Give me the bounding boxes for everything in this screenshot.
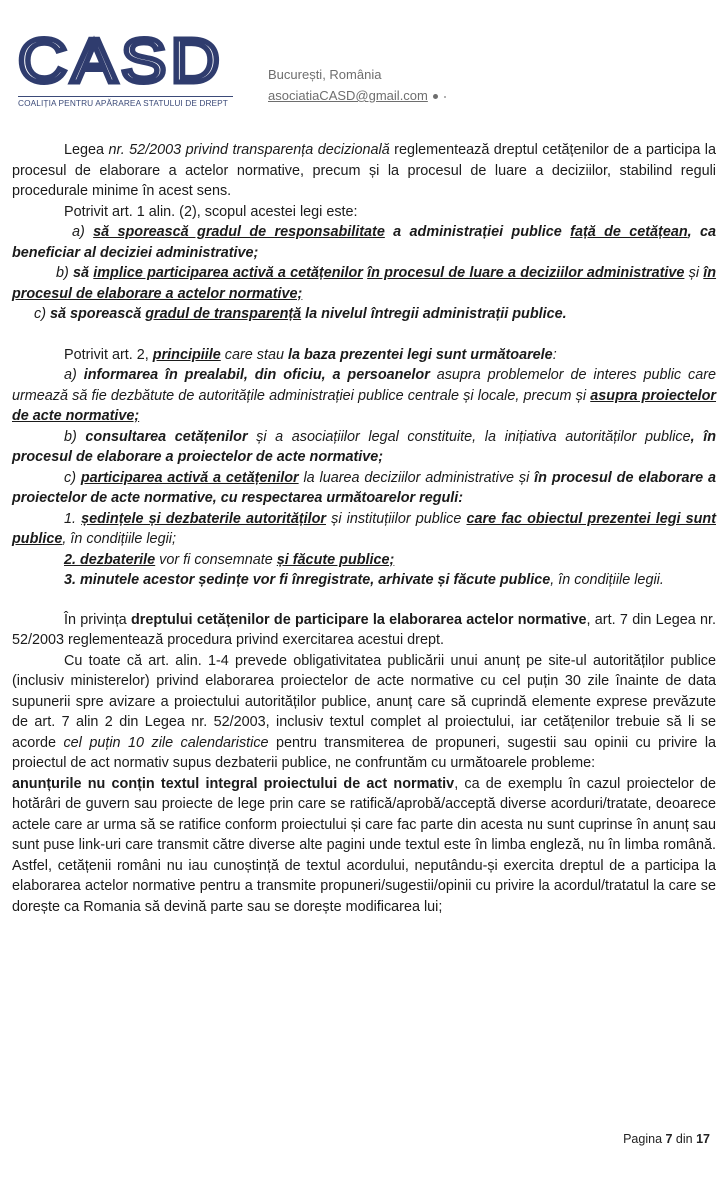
paragraph-art2-c: c) participarea activă a cetățenilor la luarea deciziilor administrative și în procesul de elaborare a proiectelor de acte normative, cu respectarea următoarelor reguli: xyxy=(12,469,716,506)
paragraph-art2: Potrivit art. 2, principiile care stau la baza prezentei legi sunt următoarele: xyxy=(64,346,557,363)
svg-text:CASD: CASD xyxy=(18,30,224,92)
paragraph-art1-b: b) să implice participarea activă a cetățenilor în procesul de luare a deciziilor administrative și în procesul de elaborare a actelor normative; xyxy=(12,265,717,302)
paragraph-intro: Legea nr. 52/2003 privind transparența decizională reglementează dreptul cetățenilor de a participa la procesul de elaborare a actelor normative, precum și la procesul de luare a deciziilor, stabilind reguli procedurale minime în acest sens. xyxy=(12,142,717,199)
paragraph-art1-c: c) să sporească gradul de transparență la nivelul întregii administrații publice. xyxy=(34,306,567,322)
paragraph-rule-1: 1. ședințele și dezbaterile autorităților și instituțiilor publice care fac obiectul prezentei legi sunt publice, în condițiile legii; xyxy=(12,510,716,547)
letterhead xyxy=(0,0,720,120)
casd-logo-mark xyxy=(16,30,231,92)
document-body xyxy=(12,140,716,917)
list-item: anunțurile nu conțin textul integral proiectului de act normativ, ca de exemplu în cazul proiectelor de hotărâri de guvern sau proiecte de lege prin care se ratifică/aprobă/acceptă diverse acorduri/tratate, deoarece actele care ar urma să se ratifice conform proiectului și care fac parte din acesta nu sunt cuprinse în anunț sau sunt puse link-uri care transmit către diverse alte pagini unde textul este în limba engleză, nu în limba română. Astfel, cetățenii români nu iau cunoștință de textul acordului, neputându-și exercita dreptul de a participa la elaborarea actelor normative pentru a transmite propuneri/sugestii/opinii cu privire la acordul/tratatul la care se dorește ca Romania să devină parte sau se dorește modificarea lui; xyxy=(12,775,716,915)
city-text: București, România xyxy=(268,67,382,82)
paragraph-art1-a: a) să sporească gradul de responsabilitate a administrației publice față de cetățean, ca beneficiar al deciziei administrative; xyxy=(12,224,716,261)
contact-block xyxy=(268,64,446,106)
logo-tagline: COALIȚIA PENTRU APĂRAREA STATULUI DE DREPT xyxy=(18,96,233,108)
paragraph-problems-intro: Cu toate că art. alin. 1-4 prevede obligativitatea publicării unui anunț pe site-ul autorităților publice (inclusiv ministerelor) privind elaborarea proiectelor de acte normative cu cel puțin 30 zile înainte de data supunerii spre avizare a proiectului autorităților publice, anunț care să cuprindă elemente exprese prevăzute de art. 7 alin 2 din Legea nr. 52/2003, inclusiv textul complet al proiectului, iar cetățenilor trebuie să li se acorde cel puțin 10 zile calendaristice pentru transmiterea de propuneri, sugestii sau opinii cu privire la proiectul de act normativ supus dezbaterii publice, ne confruntăm cu următoarele probleme: xyxy=(12,652,717,771)
small-dot-icon xyxy=(444,96,446,98)
paragraph-art7: În privința dreptului cetățenilor de participare la elaborarea actelor normative, art. 7 din Legea nr. 52/2003 reglementează procedura privind exercitarea acestui drept. xyxy=(12,611,716,648)
paragraph-art2-a: a) informarea în prealabil, din oficiu, a persoanelor asupra problemelor de interes public care urmează să fie dezbătute de autoritățile administrației publice centrale și locale, precum și asupra proiectelor de acte normative; xyxy=(12,367,717,424)
page-number: Pagina 7 din 17 xyxy=(623,1132,710,1146)
paragraph-rule-2: 2. dezbaterile vor fi consemnate și făcute publice; xyxy=(64,551,395,568)
casd-logo xyxy=(16,30,231,110)
email-link[interactable]: asociatiaCASD@gmail.com xyxy=(268,88,428,103)
bullet-dot-icon xyxy=(433,94,438,99)
paragraph-art2-b: b) consultarea cetățenilor și a asociațiilor legal constituite, la inițiativa autorităților publice, în procesul de elaborare a proiectelor de acte normative; xyxy=(12,428,716,465)
paragraph-art1: Potrivit art. 1 alin. (2), scopul acestei legi este: xyxy=(64,203,358,220)
paragraph-rule-3: 3. minutele acestor ședințe vor fi înregistrate, arhivate și făcute publice, în condițiile legii. xyxy=(64,572,664,588)
